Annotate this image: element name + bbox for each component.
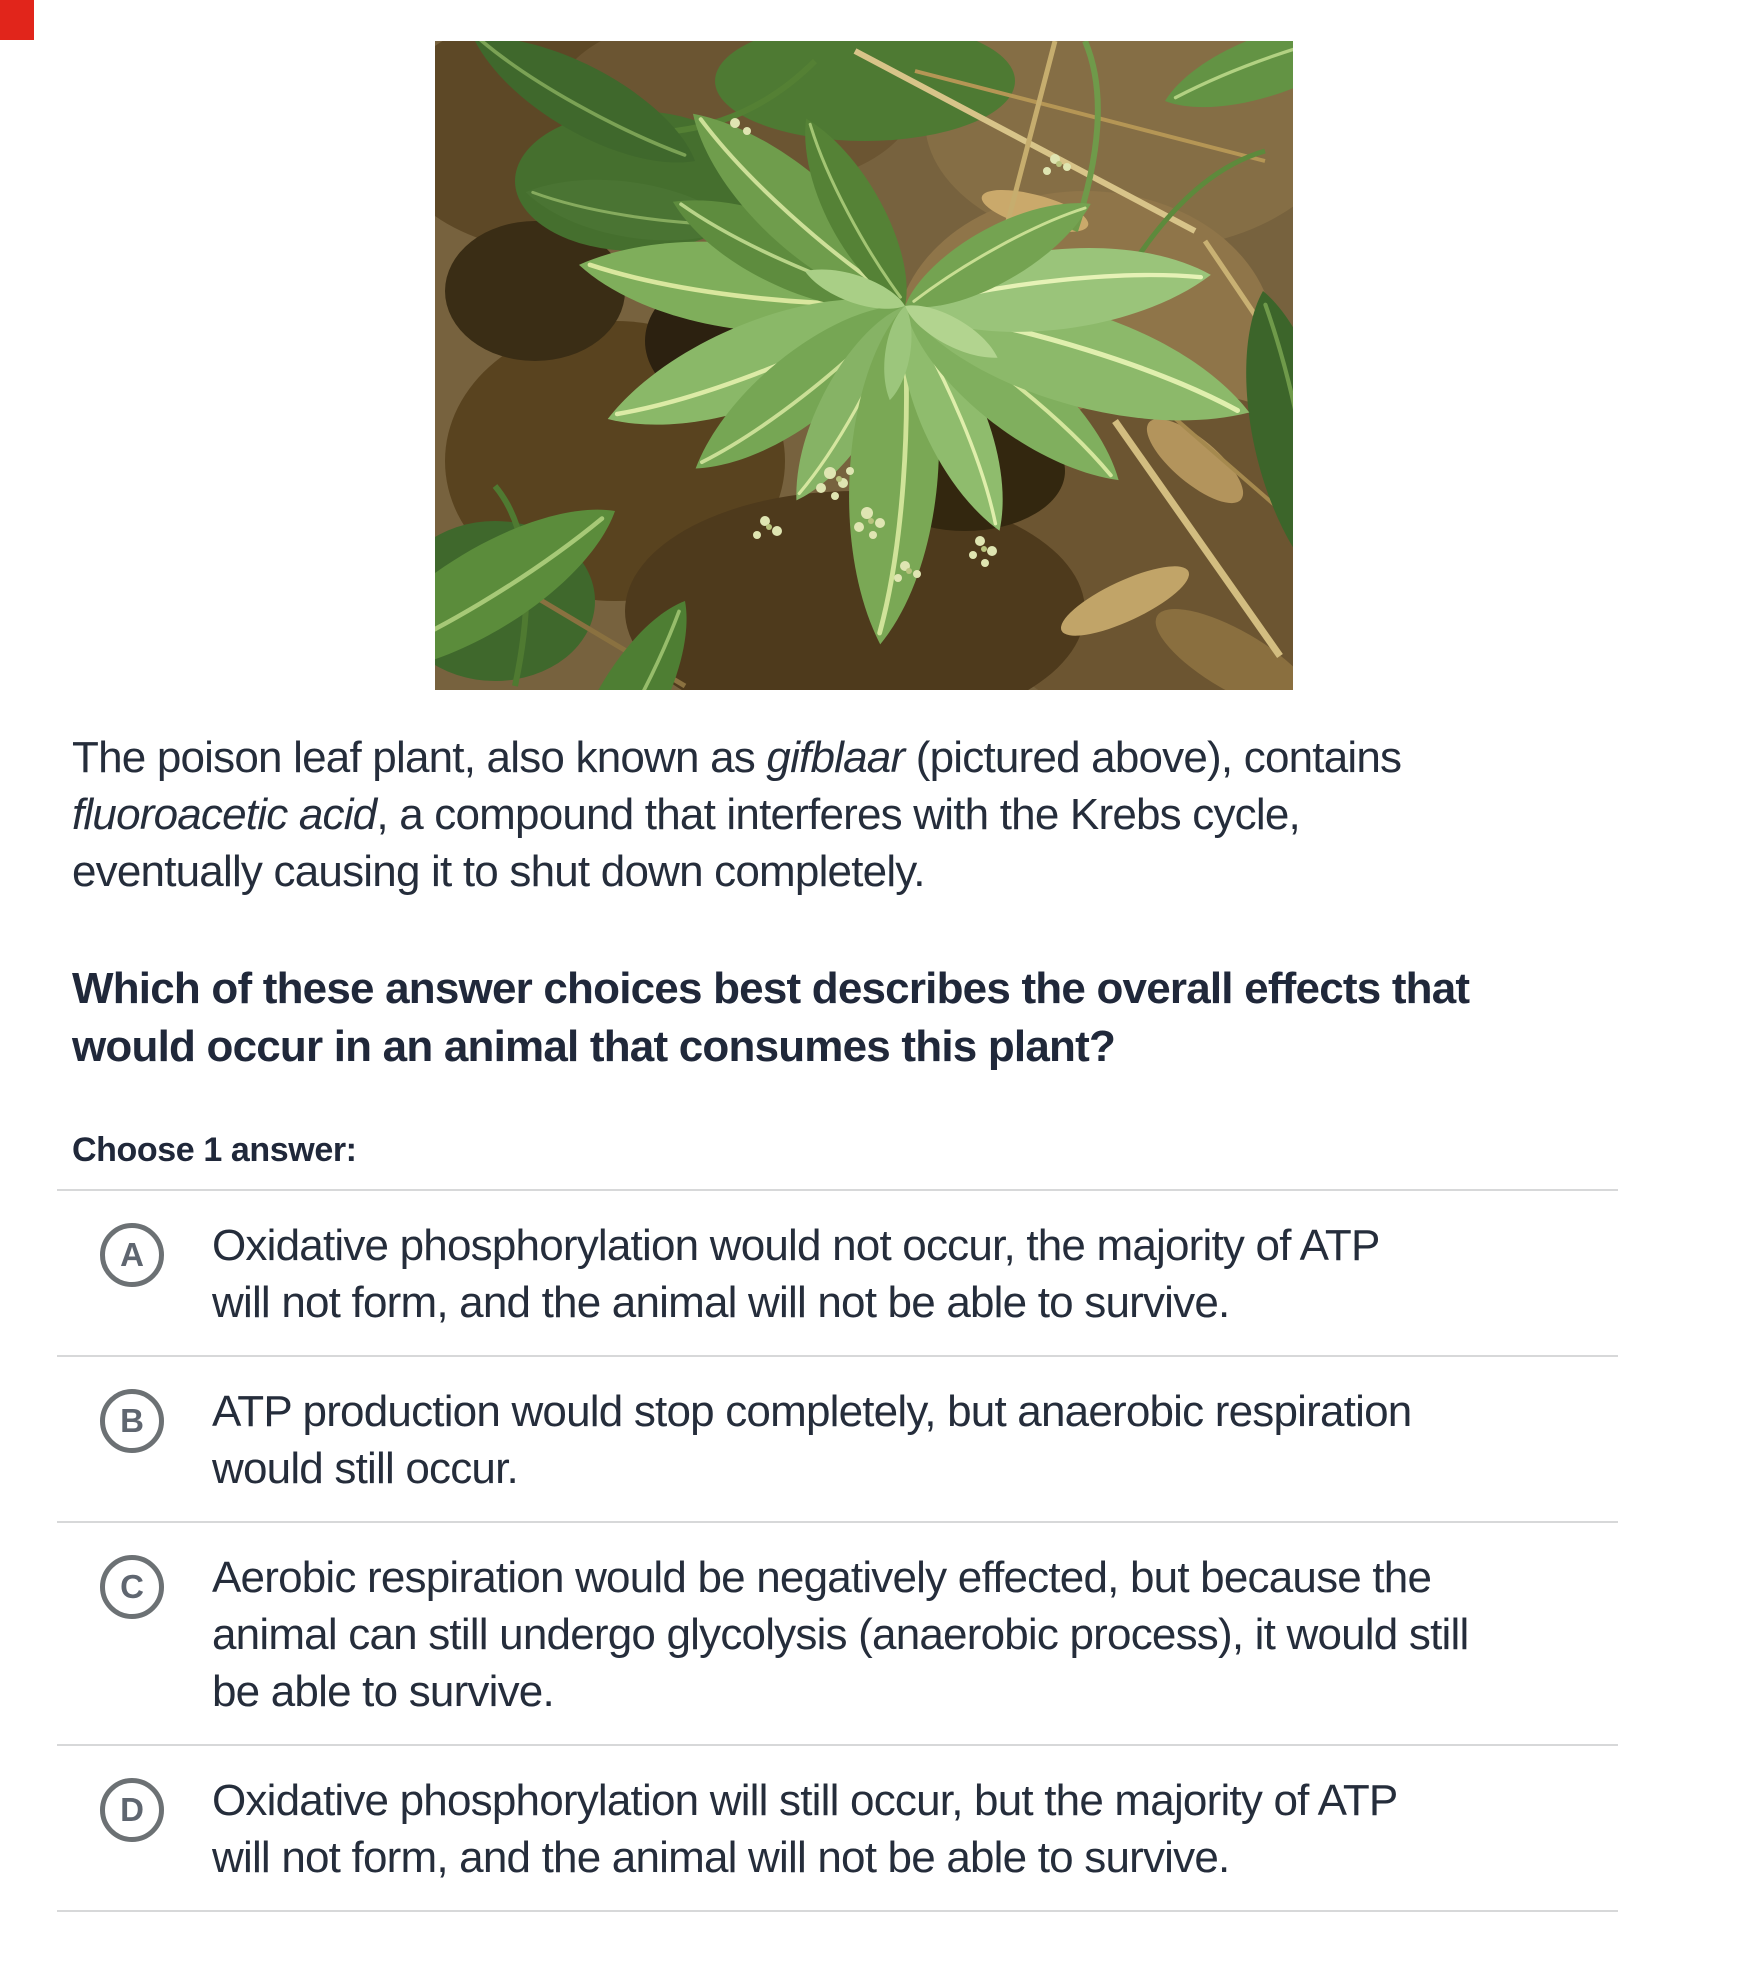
radio-button-a[interactable]: [100, 1223, 164, 1287]
option-letter: C: [120, 1568, 144, 1605]
option-letter: A: [120, 1236, 144, 1273]
gifblaar-plant-photo: [435, 41, 1293, 690]
radio-button-b[interactable]: [100, 1389, 164, 1453]
answer-option-d[interactable]: [57, 1744, 1618, 1910]
answer-options-list: [57, 1189, 1618, 1912]
answer-option-c[interactable]: [57, 1521, 1618, 1744]
answer-option-a[interactable]: [57, 1189, 1618, 1355]
option-text-b: ATP production would stop completely, but anaerobic respiration would still occur.: [212, 1387, 1412, 1493]
question-text: Which of these answer choices best describes the overall effects that would occur in an animal that consumes this plant?: [72, 964, 1470, 1071]
option-letter: D: [120, 1791, 144, 1828]
radio-button-d[interactable]: [100, 1778, 164, 1842]
screen-corner-marker: [0, 0, 34, 40]
answer-option-b[interactable]: [57, 1355, 1618, 1521]
plant-photo-illustration: [435, 41, 1293, 690]
option-text-d: Oxidative phosphorylation will still occur, but the majority of ATP will not form, and the animal will not be able to survive.: [212, 1776, 1398, 1882]
choose-answer-label: Choose 1 answer:: [72, 1131, 357, 1169]
option-text-a: Oxidative phosphorylation would not occur, the majority of ATP will not form, and the animal will not be able to survive.: [212, 1221, 1380, 1327]
option-letter: B: [120, 1402, 144, 1439]
intro-paragraph: The poison leaf plant, also known as gifblaar (pictured above), contains fluoroacetic acid, a compound that interferes with the Krebs cycle, eventually causing it to shut down completely.: [72, 733, 1402, 896]
radio-button-c[interactable]: [100, 1555, 164, 1619]
option-text-c: Aerobic respiration would be negatively effected, but because the animal can still undergo glycolysis (anaerobic process), it would still be able to survive.: [212, 1553, 1469, 1716]
